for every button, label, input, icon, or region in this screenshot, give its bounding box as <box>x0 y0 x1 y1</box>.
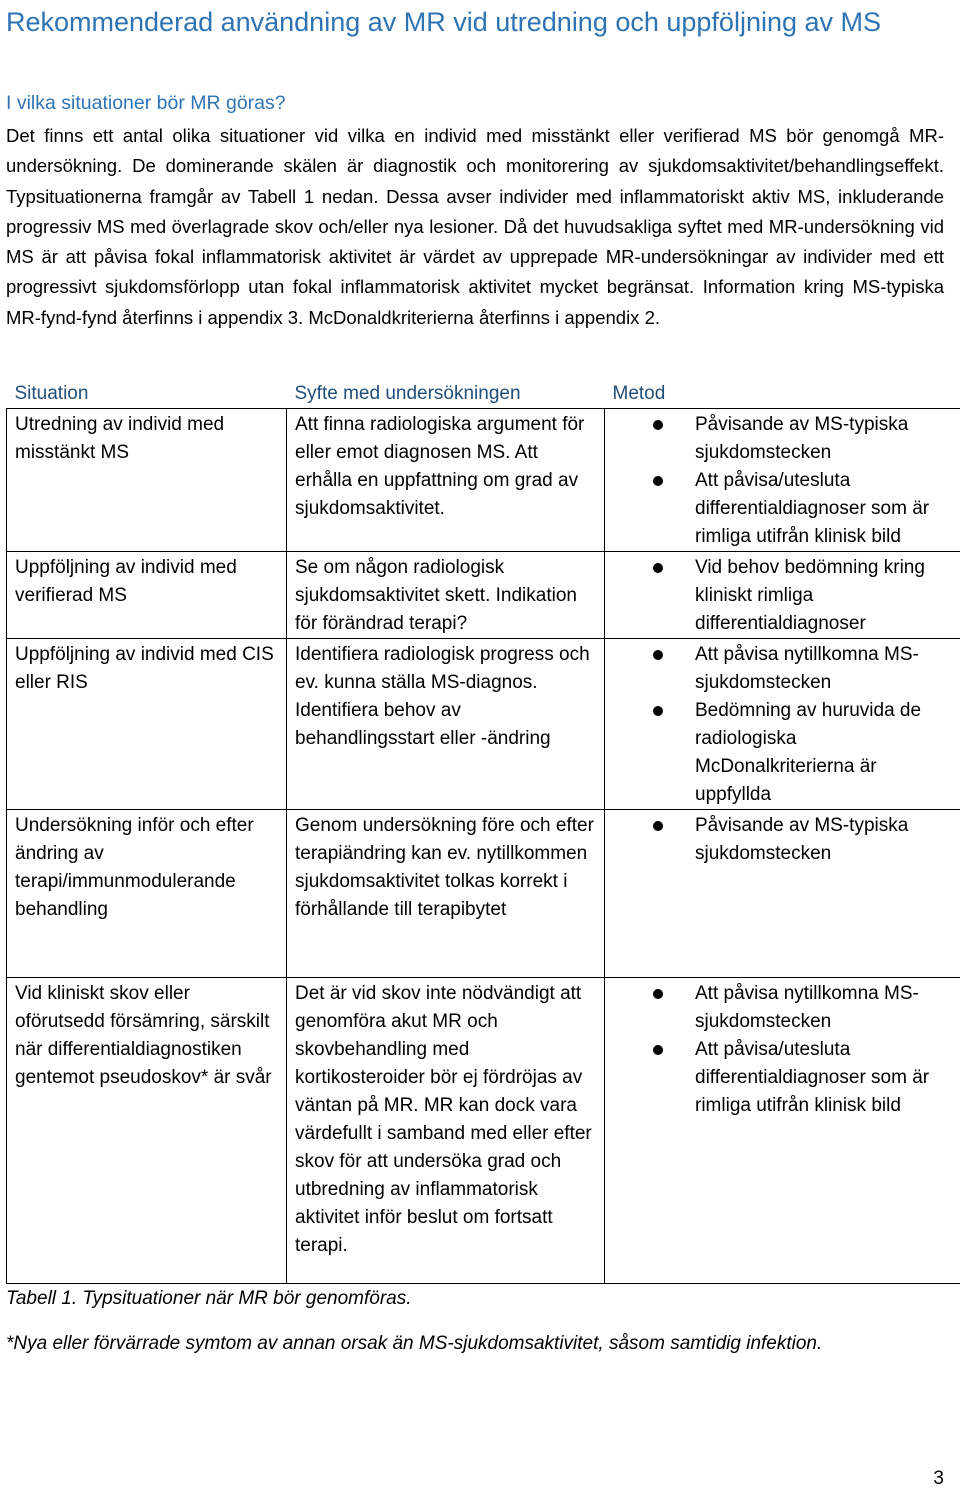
method-cell <box>605 639 960 810</box>
bullet-icon <box>653 650 663 660</box>
method-item <box>613 812 954 868</box>
situation-cell: Utredning av individ med misstänkt MS <box>7 409 287 552</box>
table-row <box>7 639 960 810</box>
bullet-icon <box>653 563 663 573</box>
method-text: Att påvisa nytillkomna MS-sjukdomstecken <box>695 644 919 693</box>
table-row <box>7 978 960 1284</box>
situation-cell: Uppföljning av individ med verifierad MS <box>7 552 287 639</box>
bullet-icon <box>653 989 663 999</box>
method-cell <box>605 810 960 978</box>
method-text: Vid behov bedömning kring kliniskt rimliga differentialdiagnoser <box>695 557 925 634</box>
method-item <box>613 1036 954 1120</box>
method-text: Att påvisa/utesluta differentialdiagnoser som är rimliga utifrån klinisk bild <box>695 1039 929 1116</box>
method-item <box>613 980 954 1036</box>
purpose-cell: Det är vid skov inte nödvändigt att genomföra akut MR och skovbehandling med kortikosteroider bör ej fördröjas av väntan på MR. MR kan dock vara värdefullt i samband med eller efter skov för att undersöka grad och utbredning av inflammatorisk aktivitet inför beslut om fortsatt terapi. <box>287 978 605 1284</box>
method-text: Påvisande av MS-typiska sjukdomstecken <box>695 414 908 463</box>
method-cell <box>605 552 960 639</box>
purpose-cell: Se om någon radiologisk sjukdomsaktivitet skett. Indikation för förändrad terapi? <box>287 552 605 639</box>
intro-paragraph: Det finns ett antal olika situationer vid vilka en individ med misstänkt eller verifierad MS bör genomgå MR-undersökning. De dominerande skälen är diagnostik och monitorering av sjukdomsaktivitet/behandlingseffekt. Typsituationerna framgår av Tabell 1 nedan. Dessa avser individer med inflammatoriskt aktiv MS, inkluderande progressiv MS med överlagrade skov och/eller nya lesioner. Då det huvudsakliga syftet med MR-undersökning vid MS är att påvisa fokal inflammatorisk aktivitet är värdet av upprepade MR-undersökningar av individer med ett progressivt sjukdomsförlopp utan fokal inflammatorisk aktivitet mycket begränsat. Information kring MS-typiska MR-fynd-fynd återfinns i appendix 3. McDonaldkriterierna återfinns i appendix 2. <box>6 121 944 333</box>
bullet-icon <box>653 706 663 716</box>
method-text: Bedömning av huruvida de radiologiska McDonalkriterierna är uppfyllda <box>695 700 921 805</box>
bullet-icon <box>653 821 663 831</box>
situation-cell: Undersökning inför och efter ändring av terapi/immunmodulerande behandling <box>7 810 287 978</box>
header-situation: Situation <box>7 380 287 409</box>
situation-cell: Vid kliniskt skov eller oförutsedd försämring, särskilt när differentialdiagnostiken gentemot pseudoskov* är svår <box>7 978 287 1284</box>
method-item <box>613 697 954 809</box>
header-purpose: Syfte med undersökningen <box>287 380 605 409</box>
purpose-cell: Identifiera radiologisk progress och ev. kunna ställa MS-diagnos. Identifiera behov av behandlingsstart eller -ändring <box>287 639 605 810</box>
header-method: Metod <box>605 380 960 409</box>
method-item <box>613 554 954 638</box>
situations-table <box>6 380 960 1284</box>
purpose-cell: Genom undersökning före och efter terapiändring kan ev. nytillkommen sjukdomsaktivitet tolkas korrekt i förhållande till terapibytet <box>287 810 605 978</box>
situation-cell: Uppföljning av individ med CIS eller RIS <box>7 639 287 810</box>
section-heading: I vilka situationer bör MR göras? <box>6 88 286 118</box>
table-row <box>7 409 960 552</box>
footnote: *Nya eller förvärrade symtom av annan orsak än MS-sjukdomsaktivitet, såsom samtidig infektion. <box>6 1330 822 1358</box>
method-item <box>613 467 954 551</box>
page-number: 3 <box>933 1467 944 1491</box>
table-row <box>7 810 960 978</box>
method-item <box>613 641 954 697</box>
table-caption: Tabell 1. Typsituationer när MR bör genomföras. <box>6 1285 412 1313</box>
method-text: Att påvisa/utesluta differentialdiagnoser som är rimliga utifrån klinisk bild <box>695 470 929 547</box>
table-header-row <box>7 380 960 409</box>
method-text: Att påvisa nytillkomna MS-sjukdomstecken <box>695 983 919 1032</box>
bullet-icon <box>653 420 663 430</box>
page-title: Rekommenderad användning av MR vid utredning och uppföljning av MS <box>6 0 954 44</box>
method-item <box>613 411 954 467</box>
table-row <box>7 552 960 639</box>
method-cell <box>605 409 960 552</box>
bullet-icon <box>653 1045 663 1055</box>
method-cell <box>605 978 960 1284</box>
bullet-icon <box>653 476 663 486</box>
method-text: Påvisande av MS-typiska sjukdomstecken <box>695 815 908 864</box>
purpose-cell: Att finna radiologiska argument för eller emot diagnosen MS. Att erhålla en uppfattning om grad av sjukdomsaktivitet. <box>287 409 605 552</box>
